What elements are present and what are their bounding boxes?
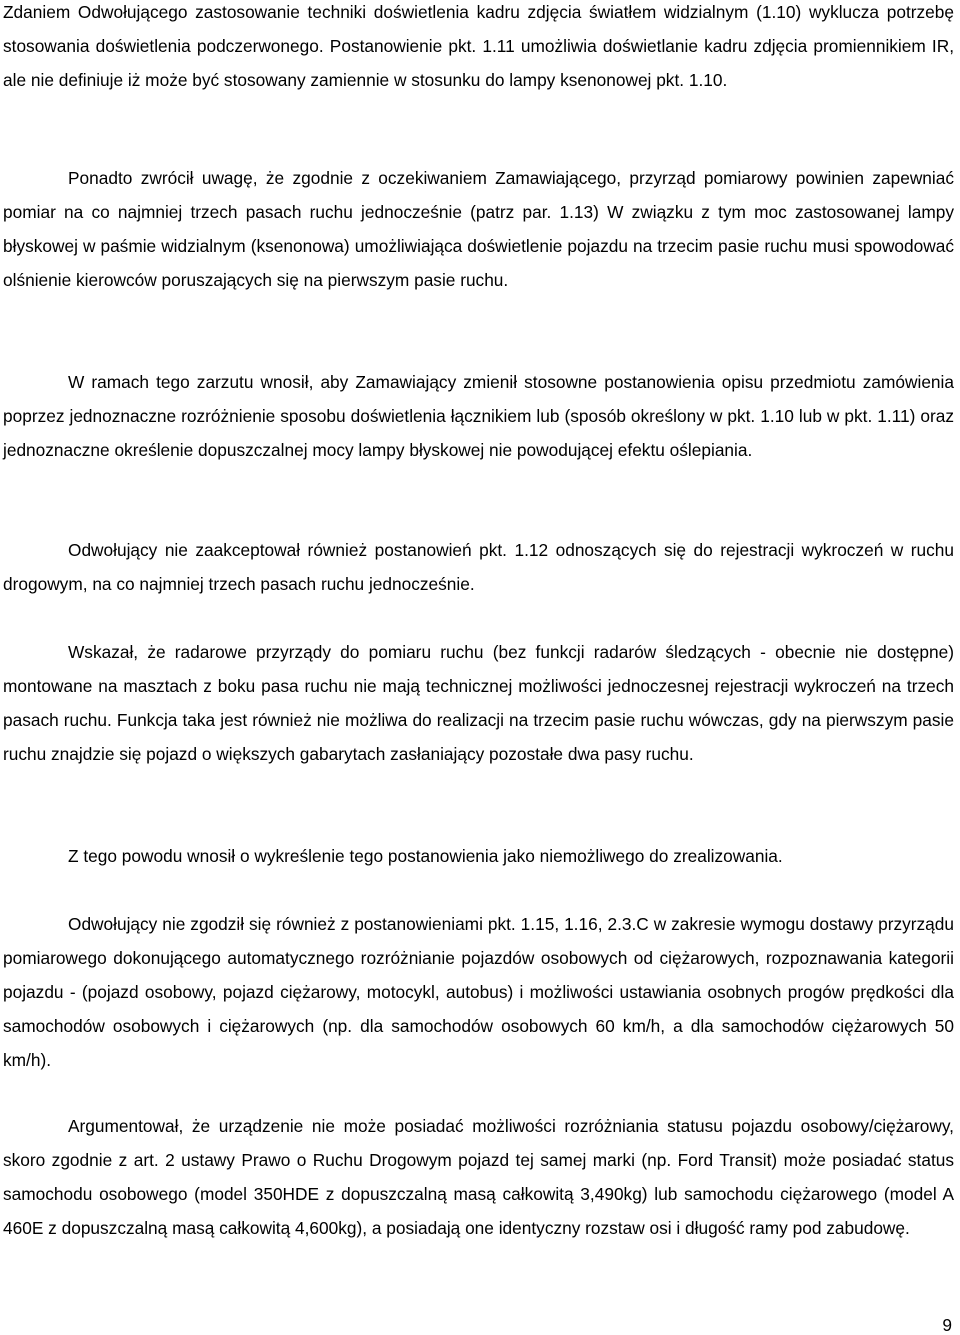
paragraph-vehicle-status-argument: Argumentował, że urządzenie nie może posiadać możliwości rozróżniania statusu pojazdu osobowy/ciężarowy, skoro zgodnie z art. 2 ustawy Prawo o Ruchu Drogowym pojazd tej samej marki (np. Ford Transit) może posiadać status samochodu osobowego (model 350HDE z dopuszczalną masą całkowitą 3,490kg) lub samochodu ciężarowego (model A 460E z dopuszczalną masą całkowitą 4,600kg), a posiadają one identyczny rozstaw osi i długość ramy pod zabudowę. [3,1116,954,1238]
paragraph-request-amendment: W ramach tego zarzutu wnosił, aby Zamawiający zmienił stosowne postanowienia opisu przedmiotu zamówienia poprzez jednoznaczne rozróżnienie sposobu doświetlenia łącznikiem lub (sposób określony w pkt. 1.10 lub w pkt. 1.11) oraz jednoznaczne określenie dopuszczalnej mocy lampy błyskowej nie powodującej efektu oślepiania. [3,372,954,460]
paragraph-request-deletion: Z tego powodu wnosił o wykreślenie tego postanowienia jako niemożliwego do zrealizowania. [68,846,783,866]
paragraph-vehicle-classification: Odwołujący nie zgodził się również z postanowieniami pkt. 1.15, 1.16, 2.3.C w zakresie wymogu dostawy przyrządu pomiarowego dokonującego automatycznego rozróżnianie pojazdów osobowych od ciężarowych, rozpoznawania kategorii pojazdu - (pojazd osobowy, pojazd ciężarowy, motocykl, autobus) i możliwości ustawiania osobnych progów prędkości dla samochodów osobowych i ciężarowych (np. dla samochodów osobowych 60 km/h, a dla samochodów ciężarowych 50 km/h). [3,914,954,1070]
paragraph-radar-devices: Wskazał, że radarowe przyrządy do pomiaru ruchu (bez funkcji radarów śledzących - obecnie nie dostępne) montowane na masztach z boku pasa ruchu nie mają technicznej możliwości jednoczesnej rejestracji wykroczeń na trzech pasach ruchu. Funkcja taka jest również nie możliwa do realizacji na trzecim pasie ruchu wówczas, gdy na pierwszym pasie ruchu znajdzie się pojazd o większych gabarytach zasłaniający pozostałe dwa pasy ruchu. [3,642,954,764]
paragraph-three-lanes-measurement: Ponadto zwrócił uwagę, że zgodnie z oczekiwaniem Zamawiającego, przyrząd pomiarowy powinien zapewniać pomiar na co najmniej trzech pasach ruchu jednocześnie (patrz par. 1.13) W związku z tym moc zastosowanej lampy błyskowej w paśmie widzialnym (ksenonowa) umożliwiająca doświetlenie pojazdu na trzecim pasie ruchu musi spowodować olśnienie kierowców poruszających się na pierwszym pasie ruchu. [3,168,954,290]
paragraph-lighting-technique: Zdaniem Odwołującego zastosowanie techniki doświetlenia kadru zdjęcia światłem widzialnym (1.10) wyklucza potrzebę stosowania doświetlenia podczerwonego. Postanowienie pkt. 1.11 umożliwia doświetlanie kadru zdjęcia promiennikiem IR, ale nie definiuje iż może być stosowany zamiennie w stosunku do lampy ksenonowej pkt. 1.10. [3,2,954,90]
paragraph-objection-pkt-1-12: Odwołujący nie zaakceptował również postanowień pkt. 1.12 odnoszących się do rejestracji wykroczeń w ruchu drogowym, na co najmniej trzech pasach ruchu jednocześnie. [3,540,954,594]
page-number: 9 [942,1315,952,1335]
